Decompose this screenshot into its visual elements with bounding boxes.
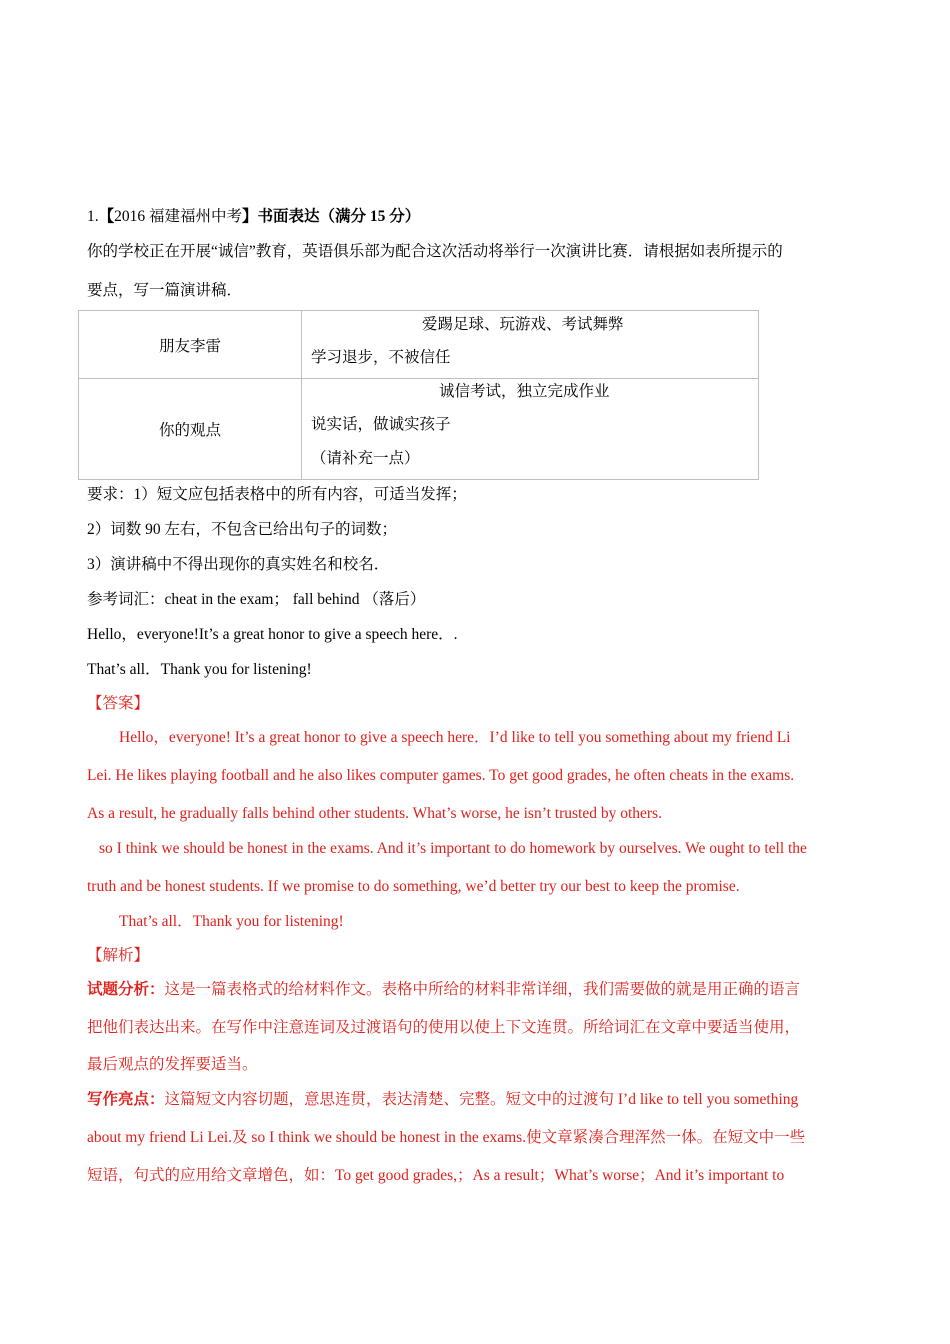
answer-heading: 【答案】 bbox=[87, 695, 150, 712]
answer-line-1: Hello，everyone! It’s a great honor to give a speech here．I’d like to tell you something about my friend Li bbox=[119, 729, 791, 746]
question-title: 书面表达（满分 15 分） bbox=[257, 208, 421, 225]
requirement-2: 2）词数 90 左右，不包含已给出句子的词数； bbox=[87, 521, 398, 538]
requirement-1: 要求：1）短文应包括表格中的所有内容，可适当发挥； bbox=[87, 486, 467, 503]
question-source: 2016 福建福州中考 bbox=[114, 208, 243, 225]
answer-line-2: Lei. He likes playing football and he also likes computer games. To get good grades, he often cheats in the exams. bbox=[87, 767, 795, 784]
table-cell-line: 学习退步，不被信任 bbox=[311, 349, 451, 366]
given-end-line: That’s all．Thank you for listening! bbox=[87, 661, 312, 678]
bracket-close: 】 bbox=[242, 208, 258, 225]
table-cell-line: （请补充一点） bbox=[311, 450, 420, 467]
table-cell-line: 爱踢足球、玩游戏、考试舞弊 bbox=[422, 316, 624, 333]
row-label-opinion: 你的观点 bbox=[79, 379, 302, 480]
analysis-label-1: 试题分析： bbox=[87, 981, 165, 998]
row-content-friend bbox=[302, 311, 759, 379]
analysis-text: 这篇短文内容切题，意思连贯，表达清楚、完整。短文中的过渡句 I’d like to tell you something bbox=[164, 1091, 799, 1108]
intro-line-2: 要点，写一篇演讲稿． bbox=[87, 282, 243, 299]
question-number: 1. bbox=[87, 208, 99, 225]
row-content-opinion bbox=[302, 379, 759, 480]
intro-line-1: 你的学校正在开展“诚信”教育，英语俱乐部为配合这次活动将举行一次演讲比赛．请根据如表所提示的 bbox=[87, 243, 783, 260]
analysis-text: 这是一篇表格式的给材料作文。表格中所给的材料非常详细，我们需要做的就是用正确的语言 bbox=[164, 981, 801, 998]
analysis-line-1 bbox=[87, 980, 800, 1000]
analysis-line-3: 最后观点的发挥要适当。 bbox=[87, 1056, 258, 1073]
answer-line-5: truth and be honest students. If we promise to do something, we’d better try our best to keep the promise. bbox=[87, 878, 740, 895]
analysis-line-5: about my friend Li Lei.及 so I think we should be honest in the exams.使文章紧凑合理浑然一体。在短文中一些 bbox=[87, 1129, 806, 1146]
analysis-heading: 【解析】 bbox=[87, 947, 150, 964]
analysis-line-4 bbox=[87, 1090, 798, 1110]
vocab-line: 参考词汇：cheat in the exam； fall behind （落后） bbox=[87, 591, 426, 608]
requirement-3: 3）演讲稿中不得出现你的真实姓名和校名． bbox=[87, 556, 390, 573]
analysis-label-2: 写作亮点： bbox=[87, 1091, 165, 1108]
table-row bbox=[79, 379, 759, 480]
prompt-table bbox=[78, 310, 759, 480]
analysis-line-2: 把他们表达出来。在写作中注意连词及过渡语句的使用以使上下文连贯。所给词汇在文章中要适当使用， bbox=[87, 1019, 801, 1036]
given-start-line: Hello，everyone!It’s a great honor to give a speech here．. bbox=[87, 626, 458, 643]
analysis-line-6: 短语，句式的应用给文章增色，如：To get good grades,；As a result；What’s worse；And it’s important to bbox=[87, 1167, 785, 1184]
answer-line-6: That’s all．Thank you for listening! bbox=[119, 913, 344, 930]
answer-line-3: As a result, he gradually falls behind other students. What’s worse, he isn’t trusted by others. bbox=[87, 805, 662, 822]
table-row bbox=[79, 311, 759, 379]
answer-line-4: so I think we should be honest in the exams. And it’s important to do homework by ourselves. We ought to tell the bbox=[99, 840, 807, 857]
table-cell-line: 诚信考试，独立完成作业 bbox=[439, 383, 610, 400]
table-cell-line: 说实话，做诚实孩子 bbox=[311, 416, 451, 433]
question-heading bbox=[87, 207, 420, 227]
row-label-friend: 朋友李雷 bbox=[79, 311, 302, 379]
bracket-open: 【 bbox=[98, 208, 115, 225]
